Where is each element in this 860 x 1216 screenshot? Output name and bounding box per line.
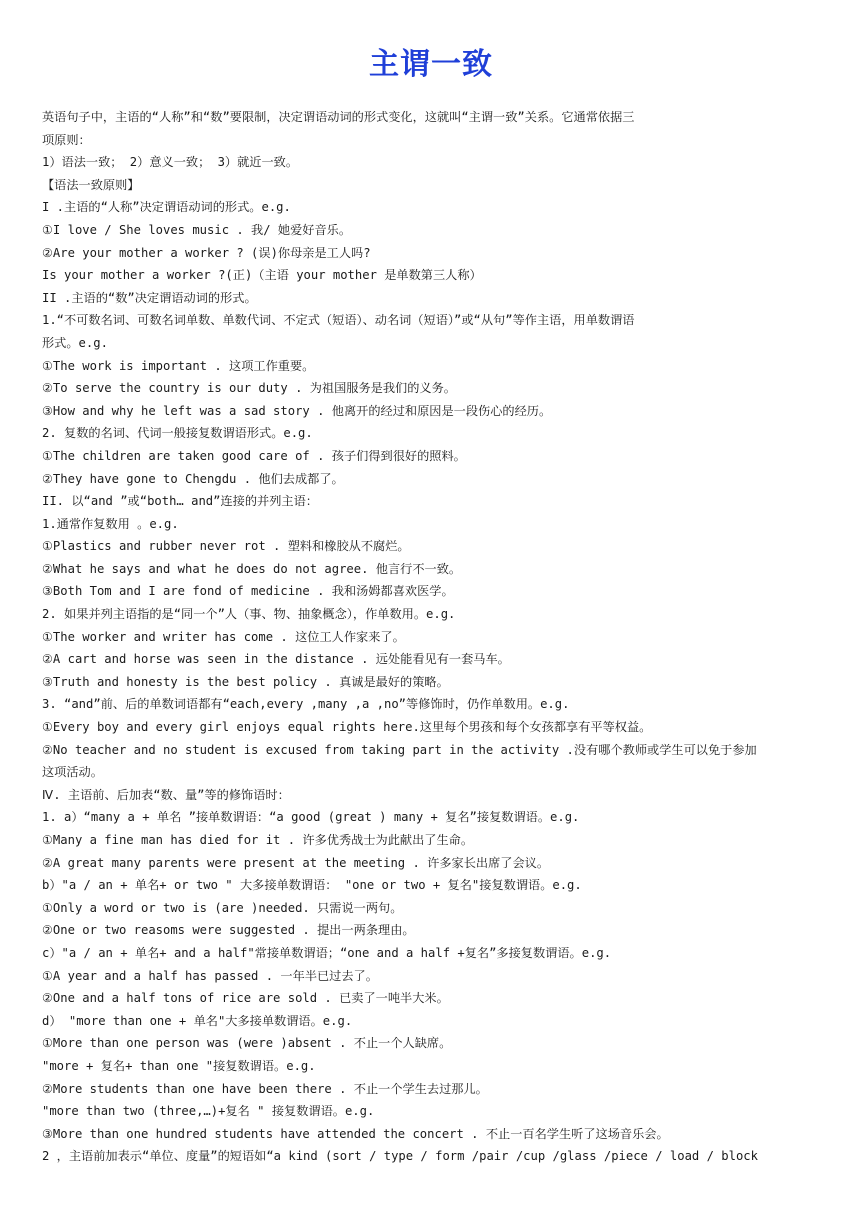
text-line: ③Truth and honesty is the best policy . 真诚是最好的策略。 (42, 674, 449, 689)
text-line: II. 以“and ”或“both… and”连接的并列主语： (42, 494, 318, 509)
text-line: c）"a / an + 单名+ and a half"常接单数谓语；“one and a half +复名”多接复数谓语。e.g. (42, 945, 612, 960)
page-title: 主谓一致 (369, 47, 493, 82)
text-line: Ⅳ. 主语前、后加表“数、量”等的修饰语时： (42, 787, 290, 802)
text-line: ①The work is important . 这项工作重要。 (42, 358, 315, 373)
text-line: 这项活动。 (42, 765, 103, 780)
text-line: ②A cart and horse was seen in the distance . 远处能看见有一套马车。 (42, 652, 510, 667)
text-line: ①Many a fine man has died for it . 许多优秀战士为此献出了生命。 (42, 833, 474, 847)
text-line: ②What he says and what he does do not agree. 他言行不一致。 (42, 561, 462, 576)
text-line: 形式。e.g. (42, 335, 108, 350)
text-line: ①I love / She loves music . 我/ 她爱好音乐。 (42, 222, 352, 237)
text-line: ③More than one hundred students have attended the concert . 不止一百名学生听了这场音乐会。 (42, 1126, 669, 1141)
text-line: 1.“不可数名词、可数名词单数、单数代词、不定式（短语）、动名词（短语）”或“从句”等作主语，用单数谓语 (42, 313, 635, 328)
text-line: 1. a）“many a + 单名 ”接单数谓语：“a good (great ) many + 复名”接复数谓语。e.g. (42, 810, 580, 825)
text-line: ③Both Tom and I are fond of medicine . 我和汤姆都喜欢医学。 (42, 584, 454, 599)
text-line: ②One or two reasoms were suggested . 提出一两条理由。 (42, 923, 415, 938)
text-line: ②More students than one have been there . 不止一个学生去过那儿。 (42, 1081, 488, 1096)
text-line: ②A great many parents were present at the meeting . 许多家长出席了会议。 (42, 855, 550, 870)
text-line: "more + 复名+ than one "接复数谓语。e.g. (42, 1058, 316, 1073)
text-line: ②No teacher and no student is excused from taking part in the activity .没有哪个教师或学生可以免于参加 (42, 742, 757, 757)
text-line: 2. 如果并列主语指的是“同一个”人（事、物、抽象概念），作单数用。e.g. (42, 607, 456, 622)
text-line: "more than two (three,…)+复名 " 接复数谓语。e.g. (42, 1104, 375, 1119)
text-line: 3. “and”前、后的单数词语都有“each,every ,many ,a ,no”等修饰时，仍作单数用。e.g. (42, 697, 570, 712)
text-line: ①The children are taken good care of . 孩子们得到很好的照料。 (42, 448, 466, 463)
text-line: ②They have gone to Chengdu . 他们去成都了。 (42, 471, 344, 486)
text-line: ①The worker and writer has come . 这位工人作家来了。 (42, 629, 405, 644)
text-line: ②To serve the country is our duty . 为祖国服务是我们的义务。 (42, 381, 456, 396)
text-line: ①More than one person was (were )absent . 不止一个人缺席。 (42, 1036, 452, 1051)
document-body (42, 106, 820, 1168)
text-line: 2. 复数的名词、代词一般接复数谓语形式。e.g. (42, 426, 313, 441)
text-line: d） "more than one + 单名"大多接单数谓语。e.g. (42, 1013, 353, 1028)
text-line: ②Are your mother a worker ? (误)你母亲是工人吗? (42, 245, 371, 260)
text-line: ③How and why he left was a sad story . 他离开的经过和原因是一段伤心的经历。 (42, 403, 552, 418)
text-line: ①Plastics and rubber never rot . 塑料和橡胶从不腐烂。 (42, 539, 410, 554)
text-line: 【语法一致原则】 (42, 177, 140, 192)
text-line: I .主语的“人称”决定谓语动词的形式。e.g. (42, 200, 291, 215)
text-line: 1）语法一致； 2）意义一致； 3）就近一致。 (42, 155, 299, 170)
text-line: ②One and a half tons of rice are sold . 已卖了一吨半大米。 (42, 991, 449, 1006)
text-line: 2 ，主语前加表示“单位、度量”的短语如“a kind (sort / type / form /pair /cup /glass /piece / load / block (42, 1149, 758, 1164)
text-line: 1.通常作复数用 。e.g. (42, 516, 179, 531)
text-line: 英语句子中，主语的“人称”和“数”要限制，决定谓语动词的形式变化，这就叫“主谓一致”关系。它通常依据三 (42, 110, 635, 124)
text-line: ①A year and a half has passed . 一年半已过去了。 (42, 968, 378, 983)
text-line: ①Every boy and every girl enjoys equal rights here.这里每个男孩和每个女孩都享有平等权益。 (42, 720, 652, 735)
text-line: II .主语的“数”决定谓语动词的形式。 (42, 290, 257, 305)
text-line: ①Only a word or two is (are )needed. 只需说一两句。 (42, 900, 403, 915)
text-line: b）"a / an + 单名+ or two " 大多接单数谓语： "one or two + 复名"接复数谓语。e.g. (42, 878, 582, 893)
text-line: 项原则： (42, 132, 91, 147)
text-line: Is your mother a worker ?(正)（主语 your mother 是单数第三人称） (42, 268, 482, 283)
